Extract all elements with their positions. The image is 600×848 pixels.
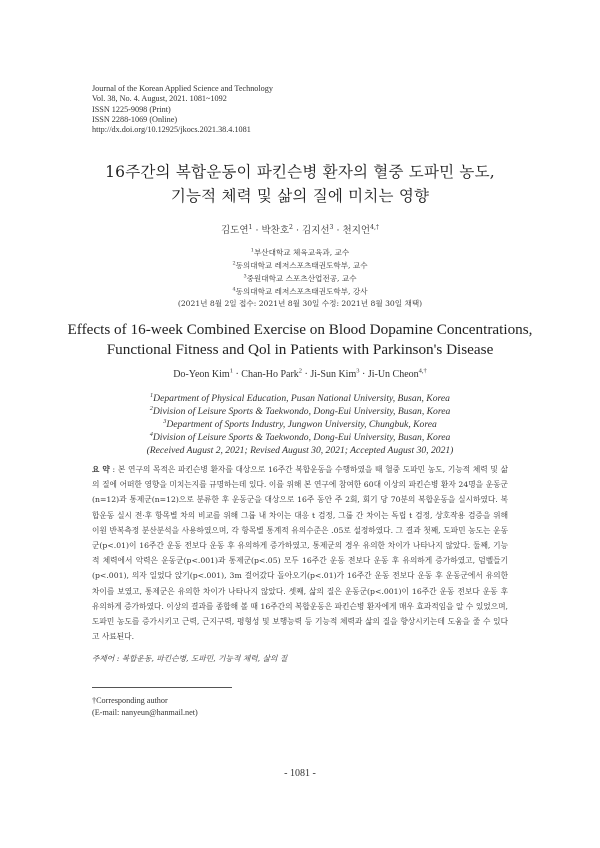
author-sup: 4,† — [418, 367, 427, 375]
korean-title-line-1: 16주간의 복합운동이 파킨슨병 환자의 혈중 도파민 농도, — [105, 163, 495, 181]
keywords: 주제어 : 복합운동, 파킨슨병, 도파민, 기능적 체력, 삶의 질 — [92, 654, 288, 663]
affil-sup: 3 — [243, 273, 247, 280]
author-name: 김도연 — [220, 225, 249, 236]
author-name: Chan-Ho Park — [241, 369, 299, 380]
affil-sup: 3 — [163, 417, 167, 425]
journal-header — [92, 84, 273, 135]
author-name: Ji-Un Cheon — [367, 369, 419, 380]
korean-authors — [0, 222, 600, 236]
corresponding-email[interactable]: (E-mail: nanyeun@hanmail.net) — [92, 708, 198, 717]
abstract-label: 요 약 — [92, 465, 110, 474]
abstract-text: : 본 연구의 목적은 파킨슨병 환자를 대상으로 16주간 복합운동을 수행하였을 때 혈중 도파민 농도, 기능적 체력 및 삶의 질에 어떠한 영향을 미치는지를 규명하는데 있다. 이를 위해 본 연구에 참여한 60대 이상의 파킨슨병 환자 24명을 운동군(n=12)과 통제군(n=12)으로 분류한 후 운동군을 대상으로 16주 동안 주 2회, 회기 당 70분의 복합운동을 실시하였다. 복합운동 실시 전·후 항목별 차의 비교를 위해 그룹 내 차이는 대응 t 검정, 그룹 간 차이는 독립 t 검정, 상호작용 검증을 위해 이원 반복측정 분산분석을 사용하였으며, 각 항목별 통계적 유의수준은 .05로 설정하였다. 그 결과 첫째, 도파민 농도는 운동군(p<.01)이 16주간 운동 전보다 운동 후 유의하게 증가하였고, 통제군의 경우 유의한 차이가 나타나지 않았다. 둘째, 기능적 체력에서 악력은 운동군(p<.001)과 통제군(p<.05) 모두 16주간 운동 전보다 운동 후 유의하게 증가하였고, 덤벨들기(p<.001), 의자 일었다 앉기(p<.001), 3m 걸어갔다 돌아오기(p<.01)가 16주간 운동 전보다 운동 후 운동군에서 유의한 차이를 보였고, 통제군은 유의한 차이가 나타나지 않았다. 셋째, 삶의 질은 운동군(p<.001)이 16주간 운동 전보다 운동 후 유의하게 증가하였다. 이상의 결과를 종합해 볼 때 16주간의 복합운동은 파킨슨병 환자에게 매우 효과적임을 알 수 있었으며, 도파민 농도를 증가시키고 근력, 근지구력, 평형성 및 보행능력 등 기능적 체력과 삶의 질을 향상시키는데 도움을 줄 수 있다고 사료된다. — [92, 465, 509, 642]
author-name: 천지언 — [342, 225, 371, 236]
author-name: Do-Yeon Kim — [173, 369, 230, 380]
journal-volume: Vol. 38, No. 4. August, 2021. 1081~1092 — [92, 94, 227, 104]
author-separator: · — [292, 225, 303, 236]
affil-text: Department of Sports Industry, Jungwon University, Chungbuk, Korea — [166, 419, 437, 430]
affil-text: Division of Leisure Sports & Taekwondo, Dong-Eui University, Busan, Korea — [152, 432, 451, 443]
affil-sup: 4 — [149, 430, 153, 438]
korean-affiliation-2 — [0, 260, 600, 271]
english-affiliation-2 — [0, 406, 600, 417]
affil-sup: 1 — [250, 247, 254, 254]
korean-title-line-2: 기능적 체력 및 삶의 질에 미치는 영향 — [170, 187, 430, 205]
author-separator: · — [359, 369, 368, 380]
korean-affiliation-1 — [0, 247, 600, 258]
author-separator: · — [232, 369, 242, 380]
author-name: Ji-Sun Kim — [310, 369, 357, 380]
affil-text: 부산대학교 체육교육과, 교수 — [253, 248, 350, 257]
author-sup: 4,† — [370, 223, 380, 231]
author-sup: 1 — [229, 367, 233, 375]
affil-sup: 2 — [232, 260, 236, 267]
affil-sup: 1 — [150, 391, 154, 399]
author-sup: 3 — [356, 367, 360, 375]
korean-affiliation-3 — [0, 273, 600, 284]
english-dates: (Received August 2, 2021; Revised August 30, 2021; Accepted August 30, 2021) — [146, 445, 454, 456]
english-title-line-1: Effects of 16-week Combined Exercise on Blood Dopamine Concentrations, — [67, 321, 533, 338]
korean-affiliation-4 — [0, 286, 600, 297]
issn-print: ISSN 1225-9098 (Print) — [92, 104, 171, 114]
doi-link[interactable]: http://dx.doi.org/10.12925/jkocs.2021.38.4.1081 — [92, 125, 251, 135]
footnote-divider — [92, 687, 232, 688]
author-separator: · — [333, 225, 343, 236]
english-affiliation-3 — [0, 419, 600, 430]
affil-text: Department of Physical Education, Pusan National University, Busan, Korea — [153, 393, 450, 404]
korean-dates: (2021년 8월 2일 접수: 2021년 8월 30일 수정: 2021년 8월 30일 채택) — [177, 299, 423, 308]
abstract — [92, 462, 508, 644]
issn-online: ISSN 2288-1069 (Online) — [92, 114, 178, 124]
affil-text: 중원대학교 스포츠산업전공, 교수 — [246, 274, 357, 283]
author-name: 김지선 — [302, 225, 330, 236]
affil-text: 동의대학교 레저스포츠태권도학부, 강사 — [235, 287, 368, 296]
affil-text: 동의대학교 레저스포츠태권도학부, 교수 — [235, 261, 368, 270]
author-sup: 2 — [298, 367, 303, 375]
affil-text: Division of Leisure Sports & Taekwondo, Dong-Eui University, Busan, Korea — [152, 406, 451, 417]
author-separator: · — [302, 369, 311, 380]
corresponding-author-note: †Corresponding author — [92, 696, 168, 705]
english-title-line-2: Functional Fitness and Qol in Patients with Parkinson's Disease — [106, 341, 494, 358]
author-sup: 1 — [248, 223, 253, 231]
author-name: 박찬호 — [261, 225, 290, 236]
journal-name: Journal of the Korean Applied Science and Technology — [92, 84, 273, 93]
english-authors — [0, 369, 600, 380]
english-affiliation-1 — [0, 393, 600, 404]
page-number: - 1081 - — [284, 768, 316, 779]
affil-sup: 4 — [232, 286, 236, 293]
author-sup: 2 — [289, 223, 293, 231]
affil-sup: 2 — [149, 404, 153, 412]
author-separator: · — [252, 225, 262, 236]
english-affiliation-4 — [0, 432, 600, 443]
author-sup: 3 — [329, 223, 334, 231]
